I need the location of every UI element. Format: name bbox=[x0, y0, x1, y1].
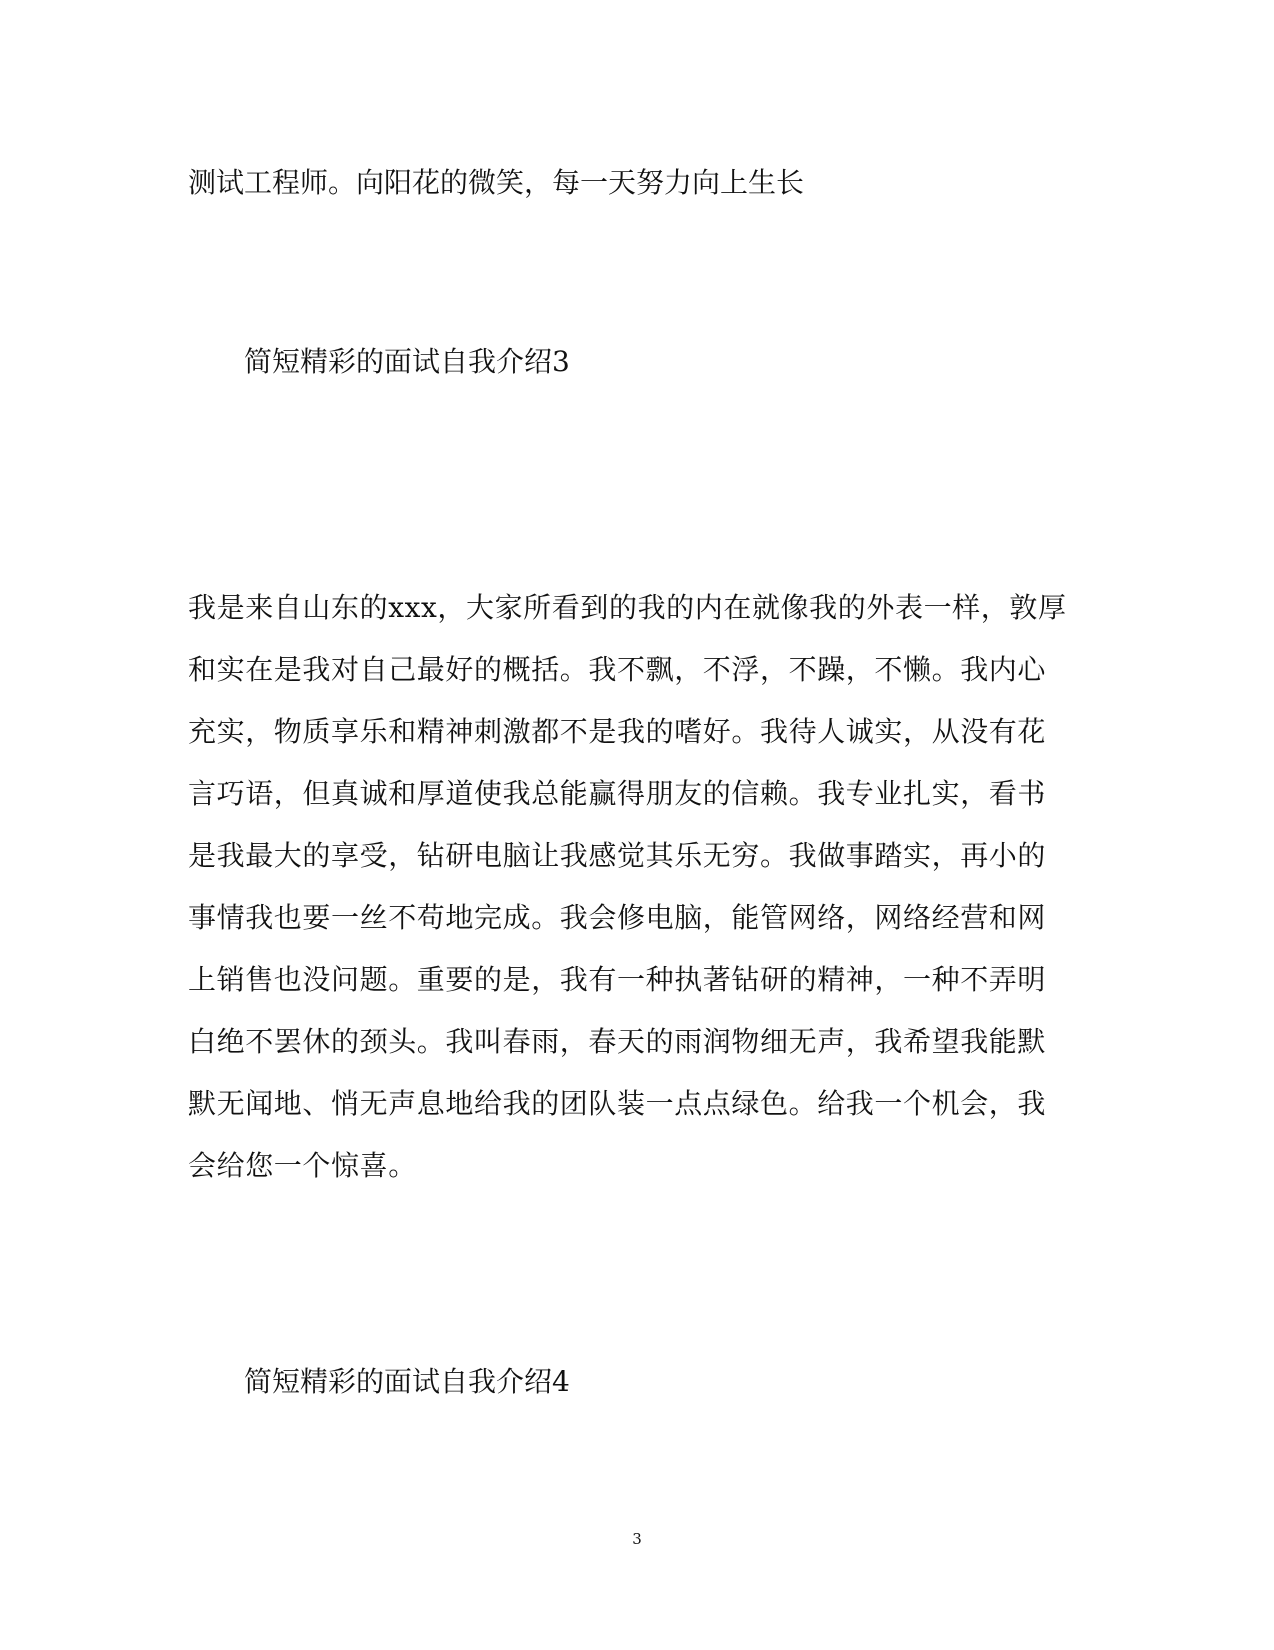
paragraph-line: 上销售也没问题。重要的是，我有一种执著钻研的精神，一种不弄明 bbox=[188, 963, 1047, 996]
paragraph-line: 言巧语，但真诚和厚道使我总能赢得朋友的信赖。我专业扎实，看书 bbox=[188, 777, 1047, 810]
paragraph-line: 会给您一个惊喜。 bbox=[188, 1149, 417, 1182]
page-number: 3 bbox=[632, 1530, 642, 1548]
paragraph-line: 和实在是我对自己最好的概括。我不飘，不浮，不躁，不懒。我内心 bbox=[188, 653, 1047, 686]
paragraph-line: 事情我也要一丝不苟地完成。我会修电脑，能管网络，网络经营和网 bbox=[188, 901, 1047, 934]
paragraph-line: 是我最大的享受，钻研电脑让我感觉其乐无穷。我做事踏实，再小的 bbox=[188, 839, 1047, 872]
continued-text-line: 测试工程师。向阳花的微笑，每一天努力向上生长 bbox=[188, 166, 805, 199]
paragraph-line: 充实，物质享乐和精神刺激都不是我的嗜好。我待人诚实，从没有花 bbox=[188, 715, 1047, 748]
paragraph-line: 默无闻地、悄无声息地给我的团队装一点点绿色。给我一个机会，我 bbox=[188, 1087, 1047, 1120]
paragraph-line: 白绝不罢休的颈头。我叫春雨，春天的雨润物细无声，我希望我能默 bbox=[188, 1025, 1047, 1058]
section-heading-4: 简短精彩的面试自我介绍4 bbox=[244, 1365, 570, 1398]
paragraph-line: 我是来自山东的xxx，大家所看到的我的内在就像我的外表一样，敦厚 bbox=[188, 591, 1067, 624]
section-heading-3: 简短精彩的面试自我介绍3 bbox=[244, 345, 570, 378]
